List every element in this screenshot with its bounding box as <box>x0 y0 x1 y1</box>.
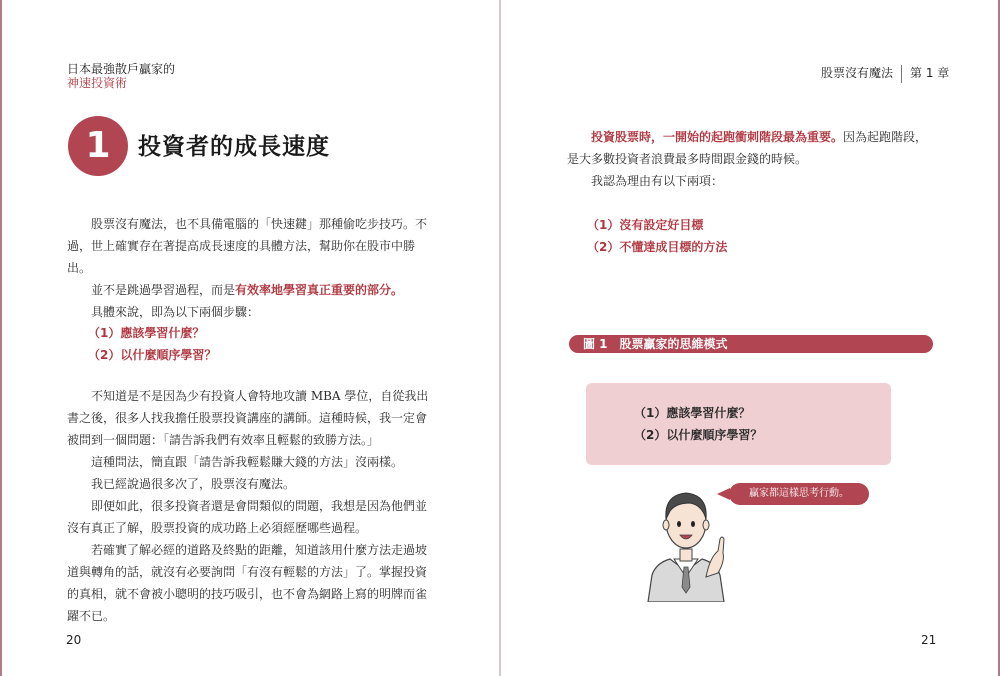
body-paragraph-group-1 <box>67 213 433 323</box>
list-item: （1）沒有設定好目標 <box>587 218 704 232</box>
paragraph <box>567 126 933 170</box>
running-header <box>821 64 949 83</box>
figure-label: 圖 1 股票贏家的思維模式 <box>583 337 728 351</box>
figure-items <box>634 402 762 446</box>
running-subtitle: 神速投資術 <box>67 76 128 90</box>
chapter-title: 投資者的成長速度 <box>138 134 330 160</box>
right-page <box>501 0 1000 676</box>
list-item: （1）應該學習什麼？ <box>88 326 205 340</box>
chapter-number-badge: 1 <box>68 116 128 176</box>
figure-label-bar <box>569 335 933 353</box>
list-item: （2）以什麼順序學習？ <box>88 348 217 362</box>
page-edge-left <box>0 0 2 676</box>
figure-item: （1）應該學習什麼？ <box>634 406 751 420</box>
running-title: 日本最強散戶贏家的 <box>67 62 176 76</box>
businessman-illustration-icon <box>646 477 726 602</box>
speech-bubble: 贏家都這樣思考行動。 <box>729 483 869 505</box>
reasons-list <box>587 214 727 258</box>
paragraph: 這種問法，簡直跟「請告訴我輕鬆賺大錢的方法」沒兩樣。 <box>91 455 404 469</box>
highlight-text: 投資股票時，一開始的起跑衝刺階段最為重要。 <box>591 130 844 144</box>
paragraph: 具體來說，即為以下兩個步驟： <box>91 305 260 319</box>
paragraph: 我已經說過很多次了，股票沒有魔法。 <box>91 477 296 491</box>
header-divider <box>901 65 902 83</box>
header-title: 股票沒有魔法 <box>821 66 894 80</box>
list-item: （2）不懂達成目標的方法 <box>587 240 728 254</box>
body-paragraph-group-2 <box>67 385 433 627</box>
paragraph: 不知道是不是因為少有投資人會特地攻讀 MBA 學位，自從我出書之後，很多人找我擔任股票投資講座的講師。這種時候，我一定會被問到一個問題：「請告訴我們有效率且輕鬆的致勝方法。」 <box>67 389 429 447</box>
page-number: 21 <box>921 633 937 647</box>
page-number: 20 <box>66 633 82 647</box>
body-paragraph-group-3 <box>567 126 933 192</box>
header-chapter: 第 1 章 <box>910 66 950 80</box>
paragraph: 若確實了解必經的道路及終點的距離，知道該用什麼方法走過坡道與轉角的話，就沒有必要詢問「有沒有輕鬆的方法」了。掌握投資的真相，就不會被小聰明的技巧吸引，也不會為網路上寫的明牌而雀躍不已。 <box>67 543 428 623</box>
left-page <box>0 0 499 676</box>
paragraph-text: 因為起跑階段，是大多數投資者浪費最多時間跟金錢的時候。 <box>567 130 928 166</box>
paragraph-text: 並不是跳過學習過程，而是 <box>91 283 236 297</box>
paragraph: 股票沒有魔法，也不具備電腦的「快速鍵」那種偷吃步技巧。不過，世上確實存在著提高成長速度的具體方法，幫助你在股市中勝出。 <box>67 217 428 275</box>
paragraph <box>67 279 433 301</box>
figure-box <box>586 383 891 465</box>
paragraph: 即便如此，很多投資者還是會問類似的問題，我想是因為他們並沒有真正了解，股票投資的成功路上必須經歷哪些過程。 <box>67 499 428 535</box>
steps-list <box>88 322 216 366</box>
highlight-text: 有效率地學習真正重要的部分。 <box>235 283 404 297</box>
figure-item: （2）以什麼順序學習？ <box>634 428 763 442</box>
paragraph: 我認為理由有以下兩項： <box>591 174 724 188</box>
